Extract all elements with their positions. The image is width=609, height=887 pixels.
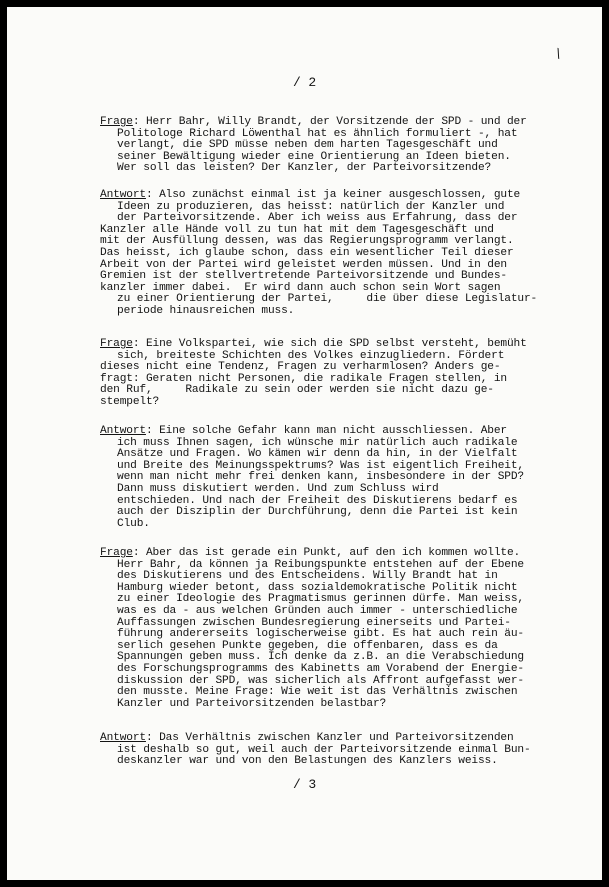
- answer-block-3: Antwort: Das Verhältnis zwischen Kanzler und Parteivorsitzenden ist deshalb so gut, weil auch der Parteivorsitzende einmal Bun- deskanzler war und von den Belastungen des Kanzlers weiss.: [100, 732, 531, 768]
- block-label: Antwort: [100, 189, 146, 201]
- question-block-3: Frage: Aber das ist gerade ein Punkt, auf den ich kommen wollte. Herr Bahr, da können ja Reibungspunkte entstehen auf der Ebene des Diskutierens und des Entscheidens. Willy Brandt hat in Hamburg wieder betont, dass sozialdemokratische Politik nicht zu einer Ideologie des Pragmatismus gerinnen dürfe. Man weiss, was es da - aus welchen Gründen auch immer - unterschiedliche Auffassungen zwischen Bundesregierung einerseits und Partei- führung andererseits logischerweise gibt. Es hat auch rein äu- serlich gesehen Punkte gegeben, die offenbaren, dass es da Spannungen geben muss. Ich denke da z.B. an die Verabschiedung des Forschungsprogramms des Kabinetts am Vorabend der Energie- diskussion der SPD, was sicherlich als Affront aufgefasst wer- den musste. Meine Frage: Wie weit ist das Verhältnis zwischen Kanzler und Parteivorsitzenden belastbar?: [100, 547, 524, 710]
- block-label: Antwort: [100, 425, 146, 437]
- answer-block-1: Antwort: Also zunächst einmal ist ja keiner ausgeschlossen, gute Ideen zu produzieren, das heisst: natürlich der Kanzler und der Parteivorsitzende. Aber ich weiss aus Erfahrung, dass der Kanzler alle Hände voll zu tun hat mit dem Tagesgeschäft und mit der Ausfüllung dessen, was das Regierungsprogramm verlangt. Das heisst, ich glaube schon, dass ein wesentlicher Teil dieser Arbeit von der Partei wird geleistet werden müssen. Und in den Gremien ist der stellvertretende Parteivorsitzende und Bundes- kanzler immer dabei. Er wird dann auch schon sein Wort sagen zu einer Orientierung der Partei, die über diese Legislatur- periode hinausreichen muss.: [100, 189, 538, 317]
- answer-block-2: Antwort: Eine solche Gefahr kann man nicht ausschliessen. Aber ich muss Ihnen sagen, ich wünsche mir natürlich auch radikale Ansätze und Fragen. Wo kämen wir denn da hin, in der Vielfalt und Breite des Meinungsspektrums? Was ist eigentlich Freiheit, wenn man nicht mehr frei denken kann, insbesondere in der SPD? Dann muss diskutiert werden. Und zum Schluss wird entschieden. Und nach der Freiheit des Diskutierens bedarf es auch der Disziplin der Durchführung, denn die Partei ist kein Club.: [100, 425, 524, 530]
- block-label: Frage: [100, 338, 133, 350]
- question-block-2: Frage: Eine Volkspartei, wie sich die SPD selbst versteht, bemüht sich, breiteste Schichten des Volkes einzugliedern. Fördert dieses nicht eine Tendenz, Fragen zu verharmlosen? Anders ge- fragt: Geraten nicht Personen, die radikale Fragen stellen, in den Ruf, Radikale zu sein oder werden sie nicht dazu ge- stempelt?: [100, 338, 527, 408]
- block-label: Frage: [100, 547, 133, 559]
- question-block-1: Frage: Herr Bahr, Willy Brandt, der Vorsitzende der SPD - und der Politologe Richard Löwenthal hat es ähnlich formuliert -, hat verlangt, die SPD müsse neben dem harten Tagesgeschäft und seiner Bewältigung wieder eine Orientierung an Ideen bieten. Wer soll das leisten? Der Kanzler, der Parteivorsitzende?: [100, 116, 527, 175]
- page-footer-number: / 3: [293, 777, 316, 792]
- page-header-number: / 2: [293, 75, 316, 90]
- corner-mark: \: [551, 46, 565, 63]
- block-label: Frage: [100, 116, 133, 128]
- block-label: Antwort: [100, 732, 146, 744]
